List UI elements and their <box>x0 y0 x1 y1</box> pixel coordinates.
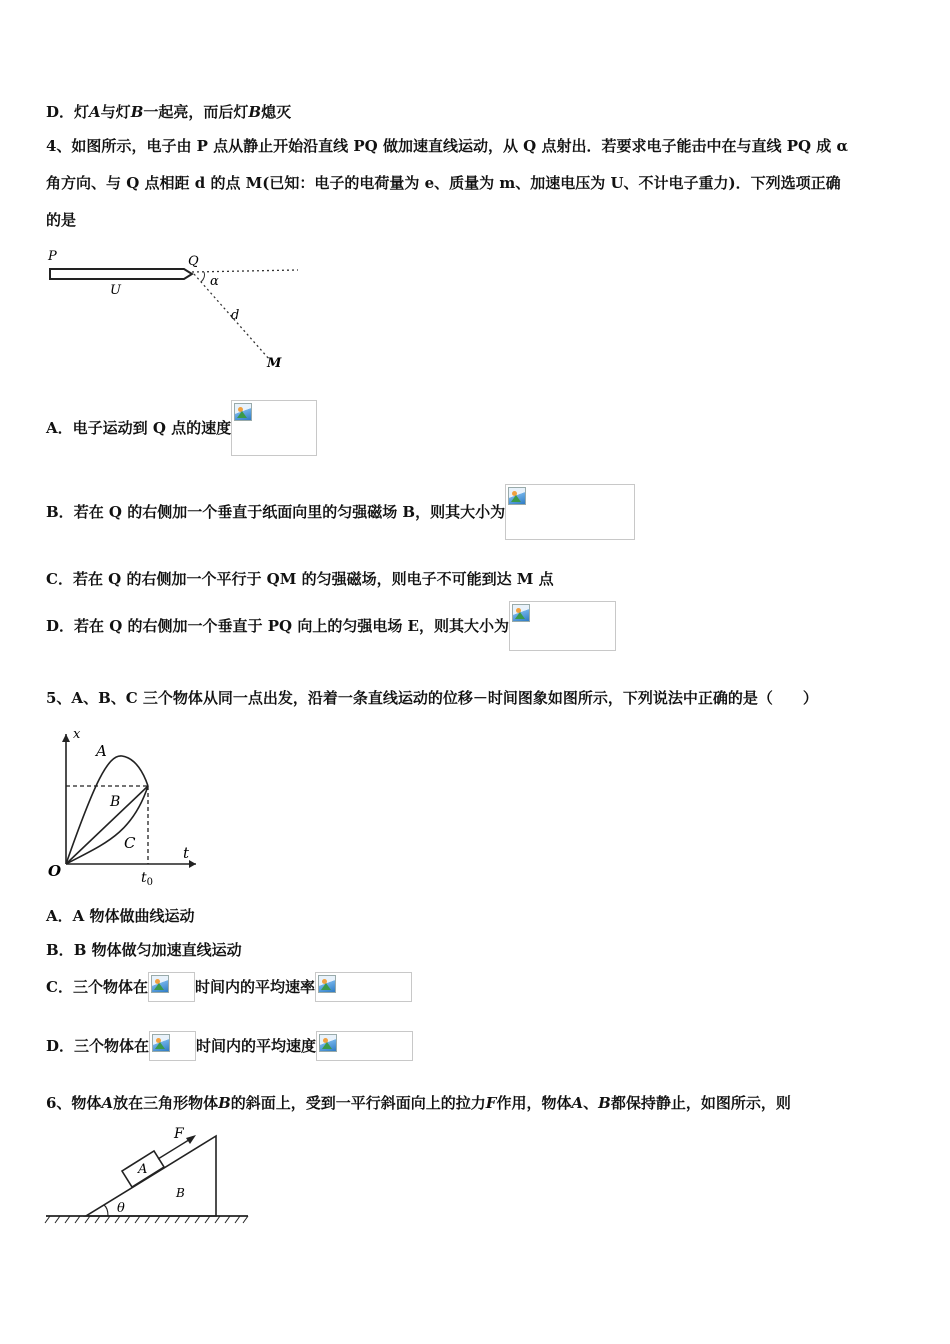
broken-image-icon <box>152 1034 170 1052</box>
option-label: B． <box>46 941 74 959</box>
formula-image-placeholder <box>148 972 195 1002</box>
option-text: 若在 Q 的右侧加一个平行于 QM 的匀强磁场，则电子不可能到达 M 点 <box>72 570 554 588</box>
var-b: B <box>248 103 262 121</box>
accelerator-tube <box>50 269 192 279</box>
label-u: U <box>110 283 121 298</box>
q4-stem-line-3: 的是 <box>46 211 77 229</box>
q4-option-a <box>46 400 317 456</box>
broken-image-icon <box>318 975 336 993</box>
q5-option-c <box>46 972 412 1002</box>
q5-option-b <box>46 939 242 961</box>
q5-stem: 5、A、B、C 三个物体从同一点出发，沿着一条直线运动的位移－时间图象如图所示，下列说法中正确的是（ ） <box>46 689 818 707</box>
formula-image-placeholder <box>505 484 635 540</box>
label-f: F <box>174 1126 184 1142</box>
var-a: A <box>89 103 101 121</box>
option-label: C． <box>46 570 73 588</box>
text: 熄灭 <box>261 103 292 121</box>
label-x: x <box>73 727 81 742</box>
option-text: A 物体做曲线运动 <box>72 907 195 925</box>
ground-hatching <box>45 1216 248 1223</box>
q4-option-d <box>46 601 616 651</box>
text: 都保持静止，如图所示，则 <box>610 1094 791 1112</box>
force-f-arrowhead <box>186 1135 196 1144</box>
text: 一起亮，而后灯 <box>143 103 249 121</box>
var-f: F <box>485 1094 497 1112</box>
text: 作用，物体 <box>496 1094 572 1112</box>
q5-option-d <box>46 1031 413 1061</box>
label-t0: $t_0$ <box>141 870 154 888</box>
formula-image-placeholder <box>509 601 616 651</box>
var-b: B <box>598 1094 611 1112</box>
option-text: B 物体做匀加速直线运动 <box>73 941 242 959</box>
option-text: 三个物体在 <box>72 978 148 996</box>
option-label: B． <box>46 503 74 521</box>
angle-theta-arc <box>104 1205 108 1216</box>
text: 6、物体 <box>46 1094 102 1112</box>
q3-option-d <box>46 101 291 123</box>
option-label: A． <box>46 907 73 925</box>
label-q: Q <box>188 254 199 269</box>
option-label: D． <box>46 617 75 635</box>
x-axis-arrow <box>189 860 196 868</box>
text: 的斜面上，受到一平行斜面向上的拉力 <box>230 1094 486 1112</box>
text: 与灯 <box>100 103 131 121</box>
option-label: D． <box>46 1037 75 1055</box>
line-b <box>66 786 148 864</box>
label-t: t <box>183 844 190 862</box>
label-b: B <box>176 1186 185 1200</box>
q4-stem-line-2: 角方向、与 Q 点相距 d 的点 M(已知：电子的电荷量为 e、质量为 m、加速电压为 U、不计电子重力)．下列选项正确 <box>46 174 841 192</box>
angle-arc <box>201 272 205 282</box>
broken-image-icon <box>234 403 252 421</box>
formula-image-placeholder <box>149 1031 196 1061</box>
broken-image-icon <box>508 487 526 505</box>
label-c: C <box>124 834 136 852</box>
var-a: A <box>571 1094 584 1112</box>
text: 、 <box>583 1094 599 1112</box>
label-p: P <box>48 249 57 264</box>
q4-option-c <box>46 568 554 590</box>
option-text: 时间内的平均速度 <box>196 1037 317 1055</box>
label-d: d <box>231 308 240 323</box>
option-text: 若在 Q 的右侧加一个垂直于纸面向里的匀强磁场 B，则其大小为 <box>73 503 506 521</box>
formula-image-placeholder <box>316 1031 413 1061</box>
q5-figure <box>44 724 204 894</box>
var-a: A <box>101 1094 114 1112</box>
label-o: O <box>48 862 62 880</box>
q4-figure <box>44 244 304 374</box>
formula-image-placeholder <box>231 400 317 456</box>
var-b: B <box>130 103 144 121</box>
y-axis-arrow <box>62 734 70 742</box>
q4-option-b <box>46 484 635 540</box>
label-b: B <box>110 794 121 810</box>
label-theta: θ <box>117 1201 125 1216</box>
option-label: D． <box>46 103 75 121</box>
option-text: 时间内的平均速率 <box>194 978 315 996</box>
option-text: 三个物体在 <box>74 1037 150 1055</box>
var-b: B <box>218 1094 231 1112</box>
option-label: C． <box>46 978 73 996</box>
q6-figure <box>44 1120 254 1230</box>
label-m: M <box>267 356 282 371</box>
q6-stem <box>46 1092 791 1114</box>
formula-image-placeholder <box>315 972 412 1002</box>
text: 放在三角形物体 <box>113 1094 219 1112</box>
broken-image-icon <box>151 975 169 993</box>
option-text: 若在 Q 的右侧加一个垂直于 PQ 向上的匀强电场 E，则其大小为 <box>74 617 509 635</box>
curve-a <box>66 756 148 864</box>
label-alpha: α <box>210 274 219 289</box>
label-a: A <box>138 1162 148 1177</box>
q4-stem-line-1: 4、如图所示，电子由 P 点从静止开始沿直线 PQ 做加速直线运动，从 Q 点射出．若要求电子能击中在与直线 PQ 成 α <box>46 137 849 155</box>
option-text: 电子运动到 Q 点的速度 <box>72 419 232 437</box>
text: 灯 <box>74 103 90 121</box>
option-label: A． <box>46 419 73 437</box>
broken-image-icon <box>319 1034 337 1052</box>
broken-image-icon <box>512 604 530 622</box>
extension-dotted-line <box>192 270 298 272</box>
label-a: A <box>96 742 107 760</box>
q5-option-a <box>46 905 195 927</box>
